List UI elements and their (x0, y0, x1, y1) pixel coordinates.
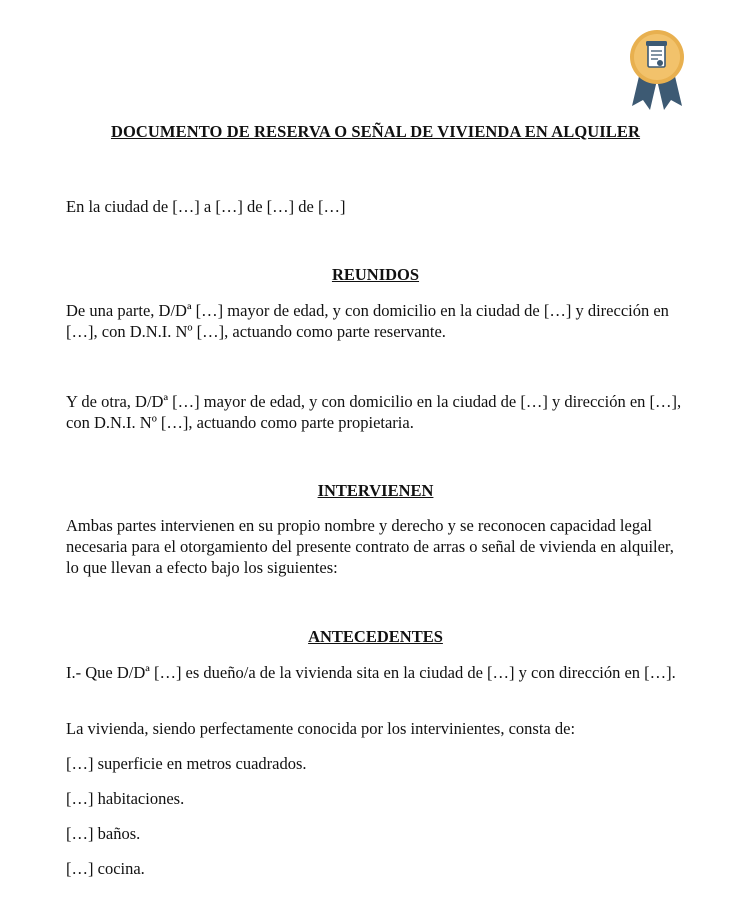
intro-paragraph: En la ciudad de […] a […] de […] de […] (66, 197, 346, 216)
antecedentes-paragraph-1: I.- Que D/Dª […] es dueño/a de la vivienda sita en la ciudad de […] y con dirección en […]. (66, 663, 676, 682)
reunidos-paragraph-2: Y de otra, D/Dª […] mayor de edad, y con domicilio en la ciudad de […] y dirección en […], con D.N.I. Nº […], actuando como parte propietaria. (66, 392, 682, 432)
list-item-banos: […] baños. (66, 824, 141, 843)
heading-antecedentes: ANTECEDENTES (308, 627, 443, 646)
heading-reunidos: REUNIDOS (331, 265, 420, 284)
antecedentes-paragraph-2: La vivienda, siendo perfectamente conocida por los intervinientes, consta de: (66, 719, 576, 738)
intervienen-paragraph: Ambas partes intervienen en su propio nombre y derecho y se reconocen capacidad legal necesaria para el otorgamiento del presente contrato de arras o señal de vivienda en alquiler, lo que llevan a efecto bajo los siguientes: (66, 516, 674, 577)
list-item-cocina: […] cocina. (66, 859, 145, 878)
list-item-habitaciones: […] habitaciones. (66, 789, 185, 808)
certificate-badge-icon (626, 28, 688, 112)
list-item-superficie: […] superficie en metros cuadrados. (66, 754, 307, 773)
heading-intervienen: INTERVIENEN (317, 481, 434, 500)
reunidos-paragraph-1: De una parte, D/Dª […] mayor de edad, y con domicilio en la ciudad de […] y dirección en […], con D.N.I. Nº […], actuando como parte reservante. (66, 301, 669, 341)
document-title: DOCUMENTO DE RESERVA O SEÑAL DE VIVIENDA EN ALQUILER (110, 122, 641, 141)
